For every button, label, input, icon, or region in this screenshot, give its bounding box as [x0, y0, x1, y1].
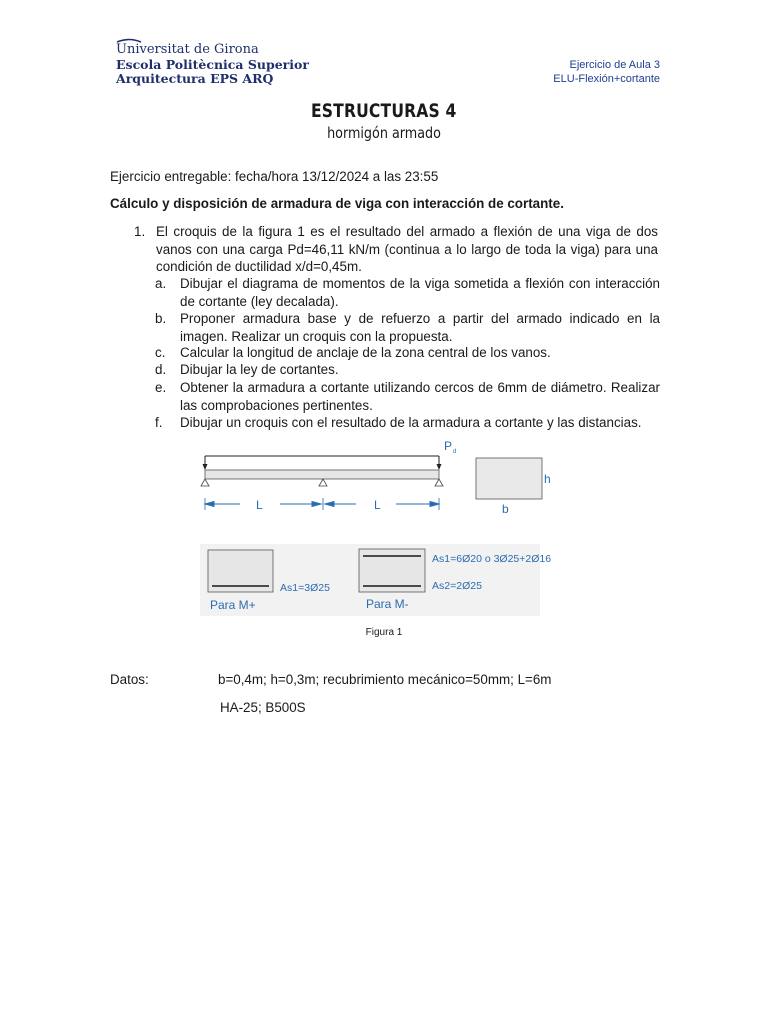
subitem-e — [155, 379, 660, 414]
subitem-text: Dibujar un croquis con el resultado de la armadura a cortante y las distancias. — [180, 415, 642, 430]
subitem-letter: f. — [155, 415, 163, 430]
support-right-icon — [435, 479, 443, 486]
exercise-header — [553, 58, 660, 86]
logo-line-department: Arquitectura EPS ARQ — [116, 71, 274, 86]
span-label-2: L — [374, 498, 381, 512]
datos-dimensions: b=0,4m; h=0,3m; recubrimiento mecánico=50mm; L=6m — [218, 672, 552, 687]
subitem-c — [155, 344, 660, 362]
figure-1-diagram — [196, 440, 566, 620]
question-number: 1. — [134, 224, 146, 239]
course-title: ESTRUCTURAS 4 — [311, 100, 457, 122]
subitem-a — [155, 275, 660, 310]
cross-section — [476, 458, 542, 499]
figure-caption: Figura 1 — [365, 627, 403, 638]
logo-arc-icon — [116, 38, 142, 43]
subitem-text: Dibujar la ley de cortantes. — [180, 362, 339, 377]
support-left-icon — [201, 479, 209, 486]
subitem-text: Dibujar el diagrama de momentos de la viga sometida a flexión con interacción de cortante (ley decalada). — [180, 276, 660, 309]
logo-line-school: Escola Politècnica Superior — [116, 56, 309, 72]
university-logo — [116, 43, 309, 87]
support-middle-icon — [319, 479, 327, 486]
subitem-letter: a. — [155, 276, 167, 291]
course-subtitle: hormigón armado — [327, 124, 441, 142]
load-subscript: d — [453, 449, 457, 455]
load-distribution — [203, 456, 442, 470]
positive-as1-label: As1=3Ø25 — [280, 582, 330, 594]
subitem-d — [155, 361, 660, 379]
course-title-block — [0, 100, 768, 142]
span-dimension-1 — [205, 498, 321, 510]
question-item-1 — [134, 223, 658, 276]
question-text: El croquis de la figura 1 es el resultado del armado a flexión de una viga de dos vanos con una carga Pd=46,11 kN/m (continua a lo largo de toda la viga) para una condición de ductilidad x/d=0,45m. — [156, 224, 658, 275]
subitem-letter: b. — [155, 311, 167, 326]
logo-line-university: Universitat de Girona — [116, 42, 259, 57]
subitem-text: Calcular la longitud de anclaje de la zona central de los vanos. — [180, 345, 551, 360]
subitem-letter: d. — [155, 362, 167, 377]
subitem-f — [155, 414, 660, 432]
negative-as1-label: As1=6Ø20 o 3Ø25+2Ø16 — [432, 553, 552, 565]
subitem-text: Proponer armadura base y de refuerzo a partir del armado indicado en la imagen. Realizar un croquis con la propuesta. — [180, 311, 660, 344]
datos-label: Datos: — [110, 672, 149, 687]
exercise-number: Ejercicio de Aula 3 — [569, 59, 660, 71]
load-label: P — [444, 440, 453, 453]
negative-as2-label: As2=2Ø25 — [432, 580, 482, 592]
section-width-label: b — [502, 502, 509, 516]
exercise-topic: ELU-Flexión+cortante — [553, 73, 660, 85]
beam — [205, 470, 439, 479]
subitem-letter: e. — [155, 380, 167, 395]
negative-caption: Para M- — [366, 597, 409, 611]
datos-materials: HA-25; B500S — [220, 700, 306, 715]
span-dimension-2 — [323, 498, 439, 510]
subitem-letter: c. — [155, 345, 166, 360]
deadline-text: Ejercicio entregable: fecha/hora 13/12/2024 a las 23:55 — [110, 169, 439, 184]
subitem-b — [155, 310, 660, 345]
span-label-1: L — [256, 498, 263, 512]
subitem-text: Obtener la armadura a cortante utilizando cercos de 6mm de diámetro. Realizar las comprobaciones pertinentes. — [180, 380, 660, 413]
section-height-label: h — [544, 472, 551, 486]
exercise-heading: Cálculo y disposición de armadura de viga con interacción de cortante. — [110, 196, 564, 211]
positive-caption: Para M+ — [210, 598, 256, 612]
